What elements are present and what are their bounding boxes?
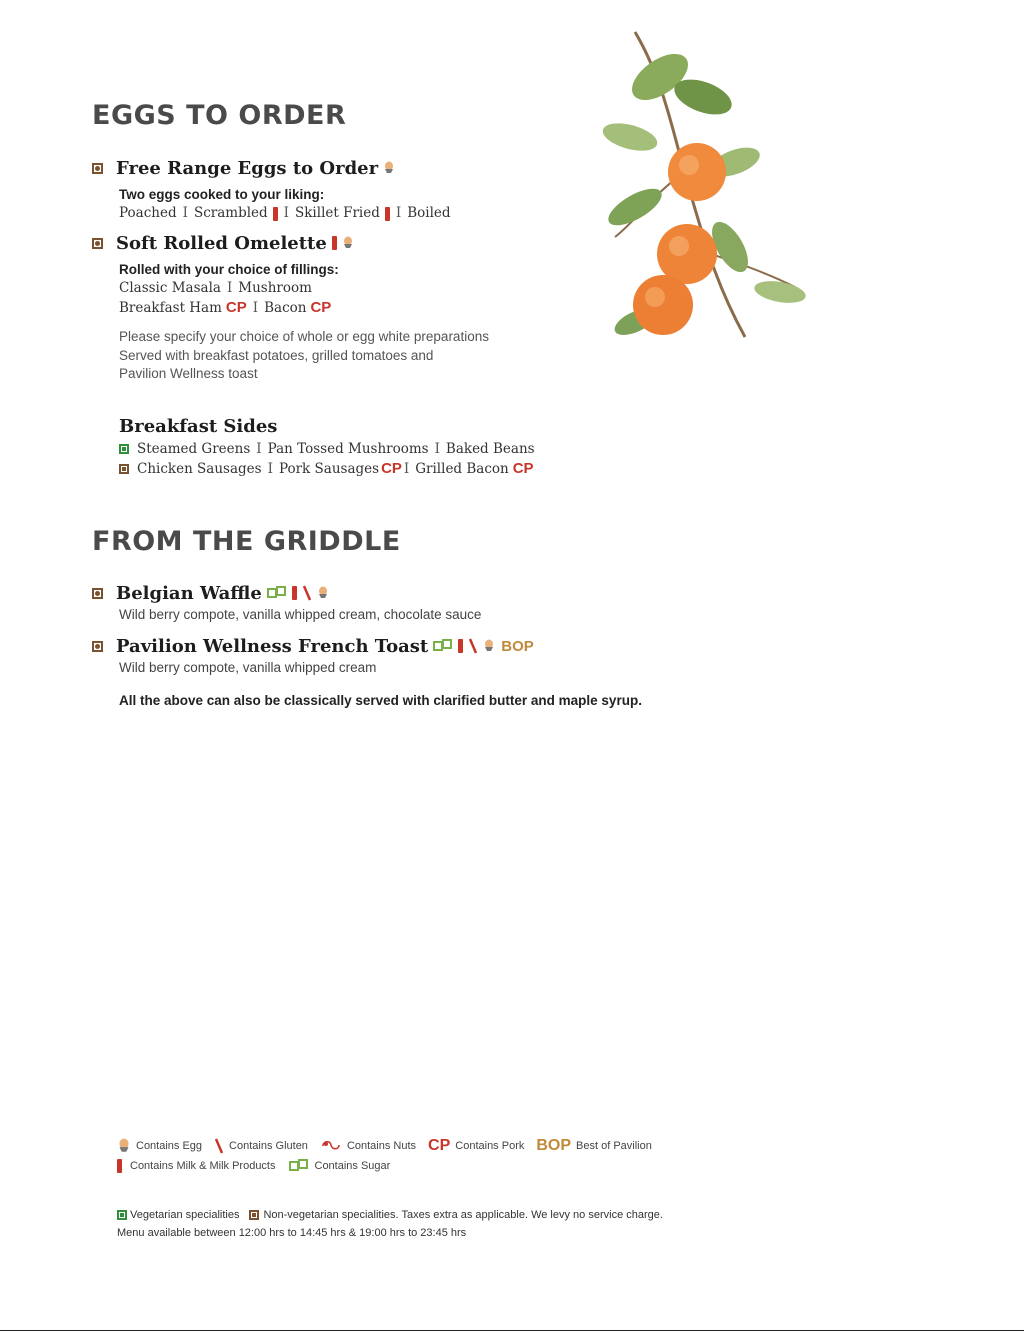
best-of-pavilion-badge: BOP (536, 1137, 572, 1154)
sides-veg-line (119, 439, 535, 459)
item-name: Soft Rolled Omelette (116, 232, 327, 254)
menu-item-omelette (92, 231, 354, 318)
option-skillet-fried: Skillet Fried (295, 205, 380, 221)
page-bottom-rule (0, 1330, 1024, 1331)
legend-milk (117, 1159, 276, 1173)
item-name: Free Range Eggs to Order (116, 157, 379, 179)
menu-item-free-range-eggs (92, 156, 451, 223)
milk-icon (292, 586, 297, 600)
non-veg-icon (249, 1210, 259, 1220)
non-veg-icon (92, 641, 103, 652)
egg-icon (117, 1138, 131, 1154)
legend-nuts (320, 1138, 416, 1154)
egg-icon (342, 236, 354, 250)
side-steamed-greens: Steamed Greens (137, 441, 251, 457)
pork-badge: CP (310, 299, 332, 316)
legend-label: Contains Milk & Milk Products (130, 1160, 276, 1172)
non-veg-icon (119, 464, 129, 474)
legend-gluten (214, 1138, 308, 1154)
non-veg-icon (92, 588, 103, 599)
veg-icon (117, 1210, 127, 1220)
sugar-icon (433, 639, 453, 653)
legend-row-1 (117, 1137, 664, 1155)
item-options (119, 204, 451, 223)
section-title-eggs: EGGS TO ORDER (92, 100, 347, 131)
legend-sugar (288, 1159, 391, 1173)
side-pork-sausages: Pork Sausages (278, 461, 380, 477)
separator: I (182, 205, 188, 221)
egg-icon (483, 639, 495, 653)
apricot-branch-illustration (595, 22, 810, 352)
menu-item-french-toast (92, 634, 534, 677)
side-chicken-sausages: Chicken Sausages (137, 461, 262, 477)
wheat-icon (214, 1138, 224, 1154)
legend-label: Contains Pork (455, 1140, 525, 1152)
egg-icon (383, 161, 395, 175)
item-options (119, 279, 354, 298)
pork-badge: CP (428, 1137, 451, 1154)
legend-egg (117, 1138, 202, 1154)
legend-label: Contains Sugar (314, 1160, 391, 1172)
legend-row-2 (117, 1159, 402, 1173)
legend-label: Contains Nuts (346, 1140, 417, 1152)
sugar-icon (288, 1159, 310, 1173)
separator: I (434, 441, 440, 457)
separator: I (226, 280, 233, 296)
breakfast-sides (119, 416, 535, 479)
milk-icon (117, 1159, 122, 1173)
option-poached: Poached (119, 205, 177, 221)
footer-veg-label: Vegetarian specialities (130, 1209, 240, 1221)
milk-icon (458, 639, 463, 653)
milk-icon (332, 236, 337, 250)
menu-item-belgian-waffle (92, 581, 481, 624)
side-mushrooms: Pan Tossed Mushrooms (267, 441, 429, 457)
sides-title: Breakfast Sides (119, 416, 278, 437)
sugar-icon (267, 586, 287, 600)
option-mushroom: Mushroom (238, 280, 312, 296)
option-breakfast-ham: Breakfast Ham (119, 300, 222, 316)
item-name: Belgian Waffle (116, 582, 262, 604)
legend-label: Contains Egg (136, 1140, 203, 1152)
wheat-icon (302, 585, 312, 601)
nut-icon (320, 1138, 342, 1154)
separator: I (252, 300, 259, 316)
option-bacon: Bacon (264, 300, 307, 316)
separator: I (403, 461, 410, 477)
item-options (119, 298, 354, 318)
option-classic-masala: Classic Masala (119, 280, 221, 296)
item-description: Wild berry compote, vanilla whipped cream (119, 660, 377, 675)
item-name: Pavilion Wellness French Toast (116, 635, 429, 657)
note-line: Please specify your choice of whole or egg white preparations (119, 329, 489, 344)
separator: I (267, 461, 273, 477)
non-veg-icon (92, 163, 103, 174)
item-subtitle: Two eggs cooked to your liking: (119, 187, 325, 202)
legend-label: Best of Pavilion (576, 1140, 652, 1152)
griddle-note: All the above can also be classically served with clarified butter and maple syrup. (119, 693, 642, 708)
footer-specialities (117, 1209, 663, 1221)
separator: I (395, 205, 402, 221)
milk-icon (385, 207, 390, 221)
section-title-griddle: FROM THE GRIDDLE (92, 526, 401, 557)
pork-badge: CP (381, 460, 402, 477)
non-veg-icon (92, 238, 103, 249)
item-subtitle: Rolled with your choice of fillings: (119, 262, 339, 277)
footer-timing: Menu available between 12:00 hrs to 14:45 hrs & 19:00 hrs to 23:45 hrs (117, 1227, 467, 1239)
option-scrambled: Scrambled (193, 205, 268, 221)
legend-bop (536, 1137, 652, 1155)
legend-pork (428, 1137, 524, 1155)
note-line: Served with breakfast potatoes, grilled tomatoes and (119, 347, 434, 363)
wheat-icon (468, 638, 478, 654)
legend-label: Contains Gluten (229, 1140, 308, 1152)
pork-badge: CP (225, 299, 247, 316)
note-line: Pavilion Wellness toast (119, 366, 258, 381)
egg-icon (317, 586, 329, 600)
option-boiled: Boiled (407, 205, 451, 221)
veg-icon (119, 444, 129, 454)
footer-nonveg-label: Non-vegetarian specialities. Taxes extra as applicable. We levy no service charge. (263, 1209, 663, 1221)
item-description: Wild berry compote, vanilla whipped cream, chocolate sauce (119, 607, 482, 622)
pork-badge: CP (512, 460, 534, 477)
sides-nonveg-line (119, 459, 535, 479)
side-baked-beans: Baked Beans (445, 441, 535, 457)
eggs-note (119, 328, 489, 384)
side-grilled-bacon: Grilled Bacon (415, 461, 509, 477)
best-of-pavilion-badge: BOP (501, 637, 534, 655)
separator: I (283, 205, 289, 221)
separator: I (256, 441, 262, 457)
milk-icon (273, 207, 278, 221)
